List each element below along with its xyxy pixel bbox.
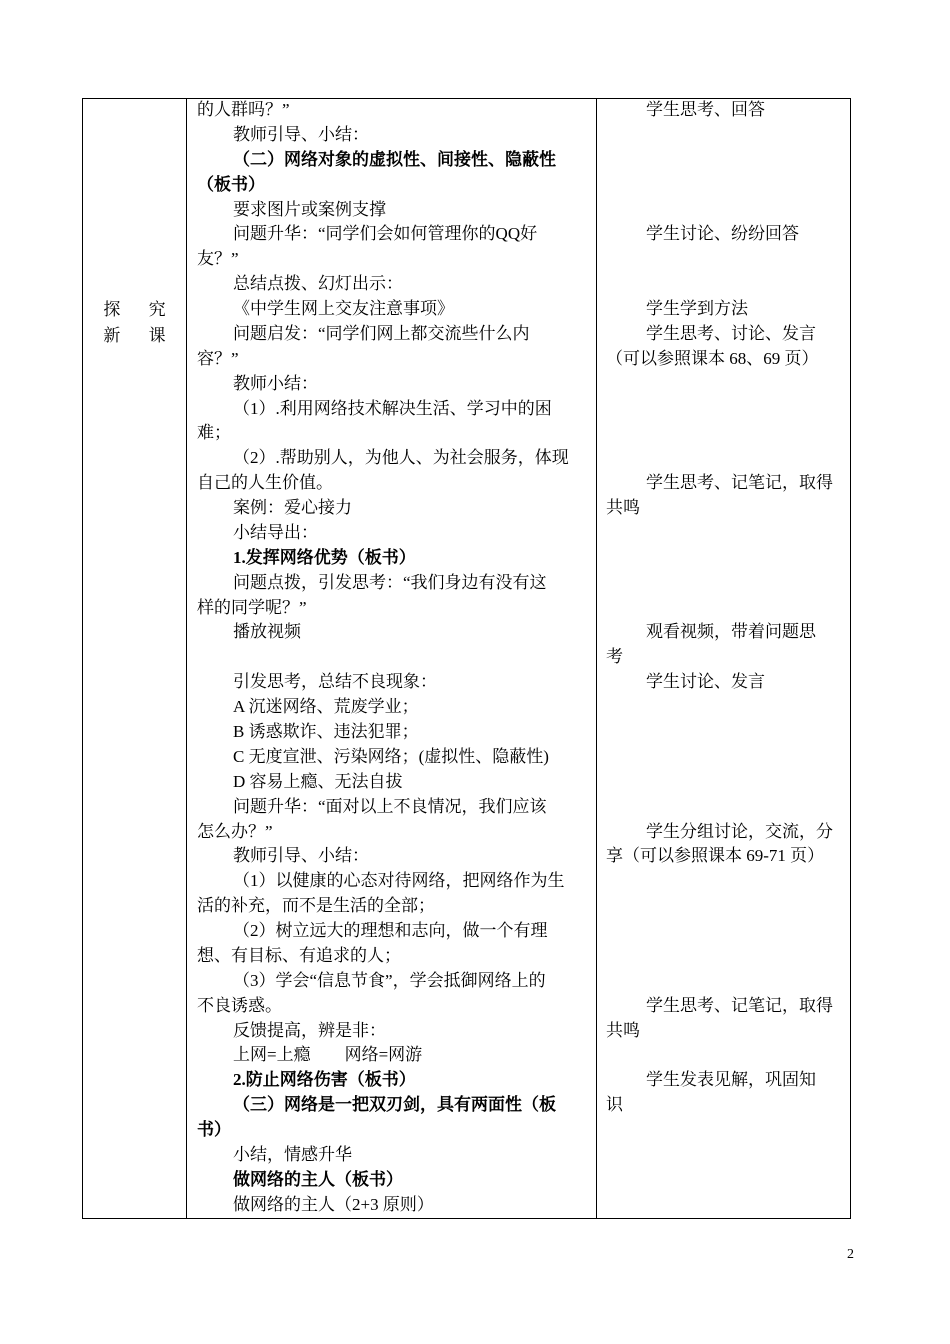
section-label-line: 新 课	[103, 326, 178, 345]
column-divider	[596, 99, 597, 1218]
content-line: （2）.帮助别人，为他人、为社会服务，体现	[233, 448, 569, 468]
content-line: 友？”	[197, 249, 239, 269]
student-line: 共鸣	[606, 1020, 640, 1040]
content-line: （1）以健康的心态对待网络，把网络作为生	[233, 871, 565, 891]
content-line: 自己的人生价值。	[197, 473, 333, 493]
content-line: C 无度宣泄、污染网络；(虚拟性、隐蔽性)	[233, 746, 549, 766]
lesson-table	[82, 98, 851, 1219]
student-line: 考	[606, 647, 623, 667]
content-line: （3）学会“信息节食”，学会抵御网络上的	[233, 970, 546, 990]
content-line: 引发思考，总结不良现象：	[233, 672, 437, 692]
content-line: 教师引导、小结：	[233, 846, 369, 866]
content-line: 活的补充，而不是生活的全部；	[197, 896, 435, 916]
content-line: D 容易上瘾、无法自拔	[233, 771, 403, 791]
content-line: 2.防止网络伤害（板书）	[233, 1070, 416, 1090]
content-line: 想、有目标、有追求的人；	[197, 945, 401, 965]
content-line: 问题升华：“同学们会如何管理你的QQ好	[233, 224, 538, 244]
content-line: 小结导出：	[233, 522, 318, 542]
content-line: 教师小结：	[233, 373, 318, 393]
content-line: 书）	[197, 1120, 231, 1140]
content-line: 的人群吗？”	[197, 100, 290, 119]
content-line: 小结，情感升华	[233, 1144, 352, 1164]
student-line: 学生讨论、纷纷回答	[646, 224, 799, 244]
section-label-line: 探 究	[103, 300, 178, 319]
content-line: B 诱惑欺诈、违法犯罪；	[233, 722, 419, 741]
page-number: 2	[847, 1247, 854, 1262]
content-line: 不良诱惑。	[197, 995, 282, 1015]
content-line: A 沉迷网络、荒废学业；	[233, 697, 419, 717]
content-line: 容？”	[197, 348, 239, 368]
student-line: 学生讨论、发言	[646, 672, 765, 692]
student-line: 学生思考、记笔记，取得	[646, 473, 833, 493]
content-line: 1.发挥网络优势（板书）	[233, 547, 416, 567]
content-line: 做网络的主人（2+3 原则）	[233, 1194, 434, 1214]
student-line: 学生思考、讨论、发言	[646, 323, 816, 343]
student-line: 识	[606, 1095, 623, 1115]
content-line: 怎么办？”	[197, 821, 273, 841]
content-line: （2）树立远大的理想和志向，做一个有理	[233, 921, 548, 941]
column-divider	[186, 99, 187, 1218]
student-line: 观看视频，带着问题思	[646, 622, 816, 642]
content-line: 难；	[197, 423, 231, 443]
student-line: 学生思考、回答	[646, 100, 765, 119]
content-line: 做网络的主人（板书）	[233, 1169, 403, 1189]
content-line: 反馈提高，辨是非：	[233, 1020, 386, 1040]
content-line: （三）网络是一把双刃剑，具有两面性（板	[233, 1095, 556, 1115]
content-line: （二）网络对象的虚拟性、间接性、隐蔽性	[233, 149, 556, 169]
student-line: 学生学到方法	[646, 299, 748, 319]
student-line: 共鸣	[606, 498, 640, 518]
content-line: 问题升华：“面对以上不良情况，我们应该	[233, 796, 547, 816]
content-line: 教师引导、小结：	[233, 124, 369, 144]
section-label	[83, 297, 186, 349]
content-line: 总结点拨、幻灯出示：	[233, 274, 403, 294]
content-line: 要求图片或案例支撑	[233, 199, 386, 219]
content-line: 播放视频	[233, 622, 301, 642]
content-line: 问题点拨，引发思考：“我们身边有没有这	[233, 572, 547, 592]
content-line: 上网=上瘾 网络=网游	[233, 1045, 423, 1065]
content-line: 《中学生网上交友注意事项》	[233, 299, 454, 319]
student-line: 享（可以参照课本 69-71 页）	[606, 846, 825, 866]
content-line: 案例：爱心接力	[233, 498, 352, 518]
student-line: （可以参照课本 68、69 页）	[606, 348, 819, 368]
content-line: （板书）	[197, 174, 265, 194]
student-line: 学生发表见解，巩固知	[646, 1070, 816, 1090]
content-line: （1）.利用网络技术解决生活、学习中的困	[233, 398, 552, 418]
student-line: 学生思考、记笔记，取得	[646, 995, 833, 1015]
student-line: 学生分组讨论，交流，分	[646, 821, 833, 841]
content-line: 问题启发：“同学们网上都交流些什么内	[233, 323, 530, 343]
content-line: 样的同学呢？”	[197, 597, 307, 617]
